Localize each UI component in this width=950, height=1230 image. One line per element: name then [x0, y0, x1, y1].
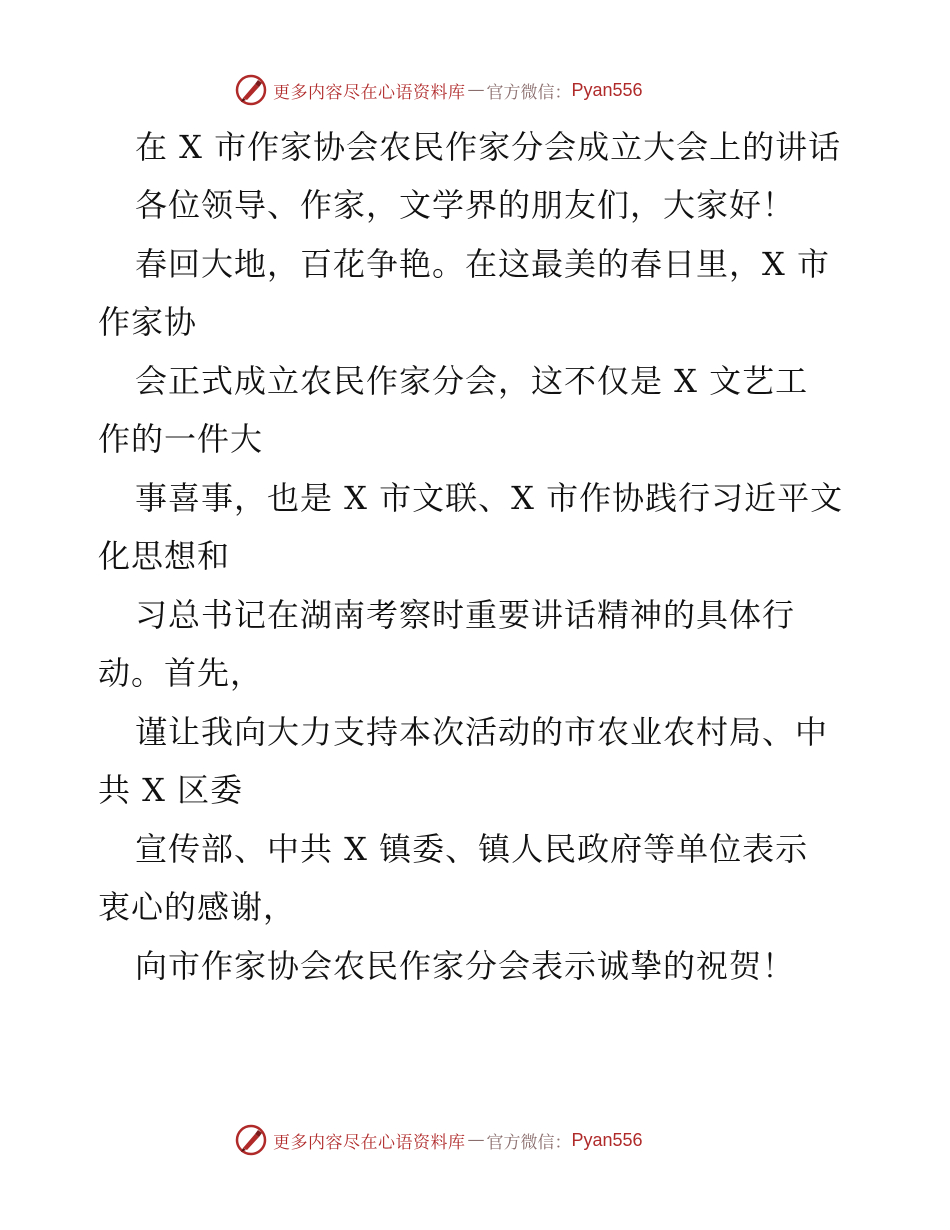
banner-text: 更多内容尽在心语资料库	[273, 82, 466, 103]
paragraph-line: 事喜事，也是 X 市文联、X 市作协践行习近平文	[135, 479, 844, 517]
banner-wechat-label: 官方微信：	[486, 82, 572, 103]
paragraph-line: 各位领导、作家，文学界的朋友们，大家好！	[135, 186, 796, 224]
paragraph-line: 作家协	[98, 303, 198, 341]
paragraph-line: 共 X 区委	[98, 771, 244, 809]
paragraph-line: 春回大地，百花争艳。在这最美的春日里，X 市	[135, 245, 830, 283]
paragraph-line: 宣传部、中共 X 镇委、镇人民政府等单位表示	[135, 830, 809, 868]
paragraph-line: 谨让我向大力支持本次活动的市农业农村局、中	[135, 713, 829, 751]
paragraph-line: 习总书记在湖南考察时重要讲话精神的具体行	[135, 596, 796, 634]
pen-logo-icon	[235, 1124, 267, 1156]
banner-separator: —	[467, 1130, 485, 1150]
banner-text: 更多内容尽在心语资料库	[273, 1132, 466, 1153]
paragraph-line: 向市作家协会农民作家分会表示诚挚的祝贺！	[135, 947, 796, 985]
banner-wechat-id: Pyan556	[571, 79, 643, 100]
banner-wechat-label: 官方微信：	[486, 1132, 572, 1153]
pen-logo-icon	[235, 74, 267, 106]
paragraph-line: 动。首先，	[98, 654, 264, 692]
paragraph-line: 衷心的感谢，	[98, 888, 297, 926]
banner-separator: —	[467, 80, 485, 100]
document-title: 在 X 市作家协会农民作家分会成立大会上的讲话	[135, 128, 842, 166]
paragraph-line: 会正式成立农民作家分会，这不仅是 X 文艺工	[135, 362, 809, 400]
header-banner	[235, 72, 643, 108]
banner-wechat-id: Pyan556	[571, 1129, 643, 1150]
paragraph-line: 作的一件大	[98, 420, 264, 458]
footer-banner	[235, 1122, 643, 1158]
paragraph-line: 化思想和	[98, 537, 231, 575]
